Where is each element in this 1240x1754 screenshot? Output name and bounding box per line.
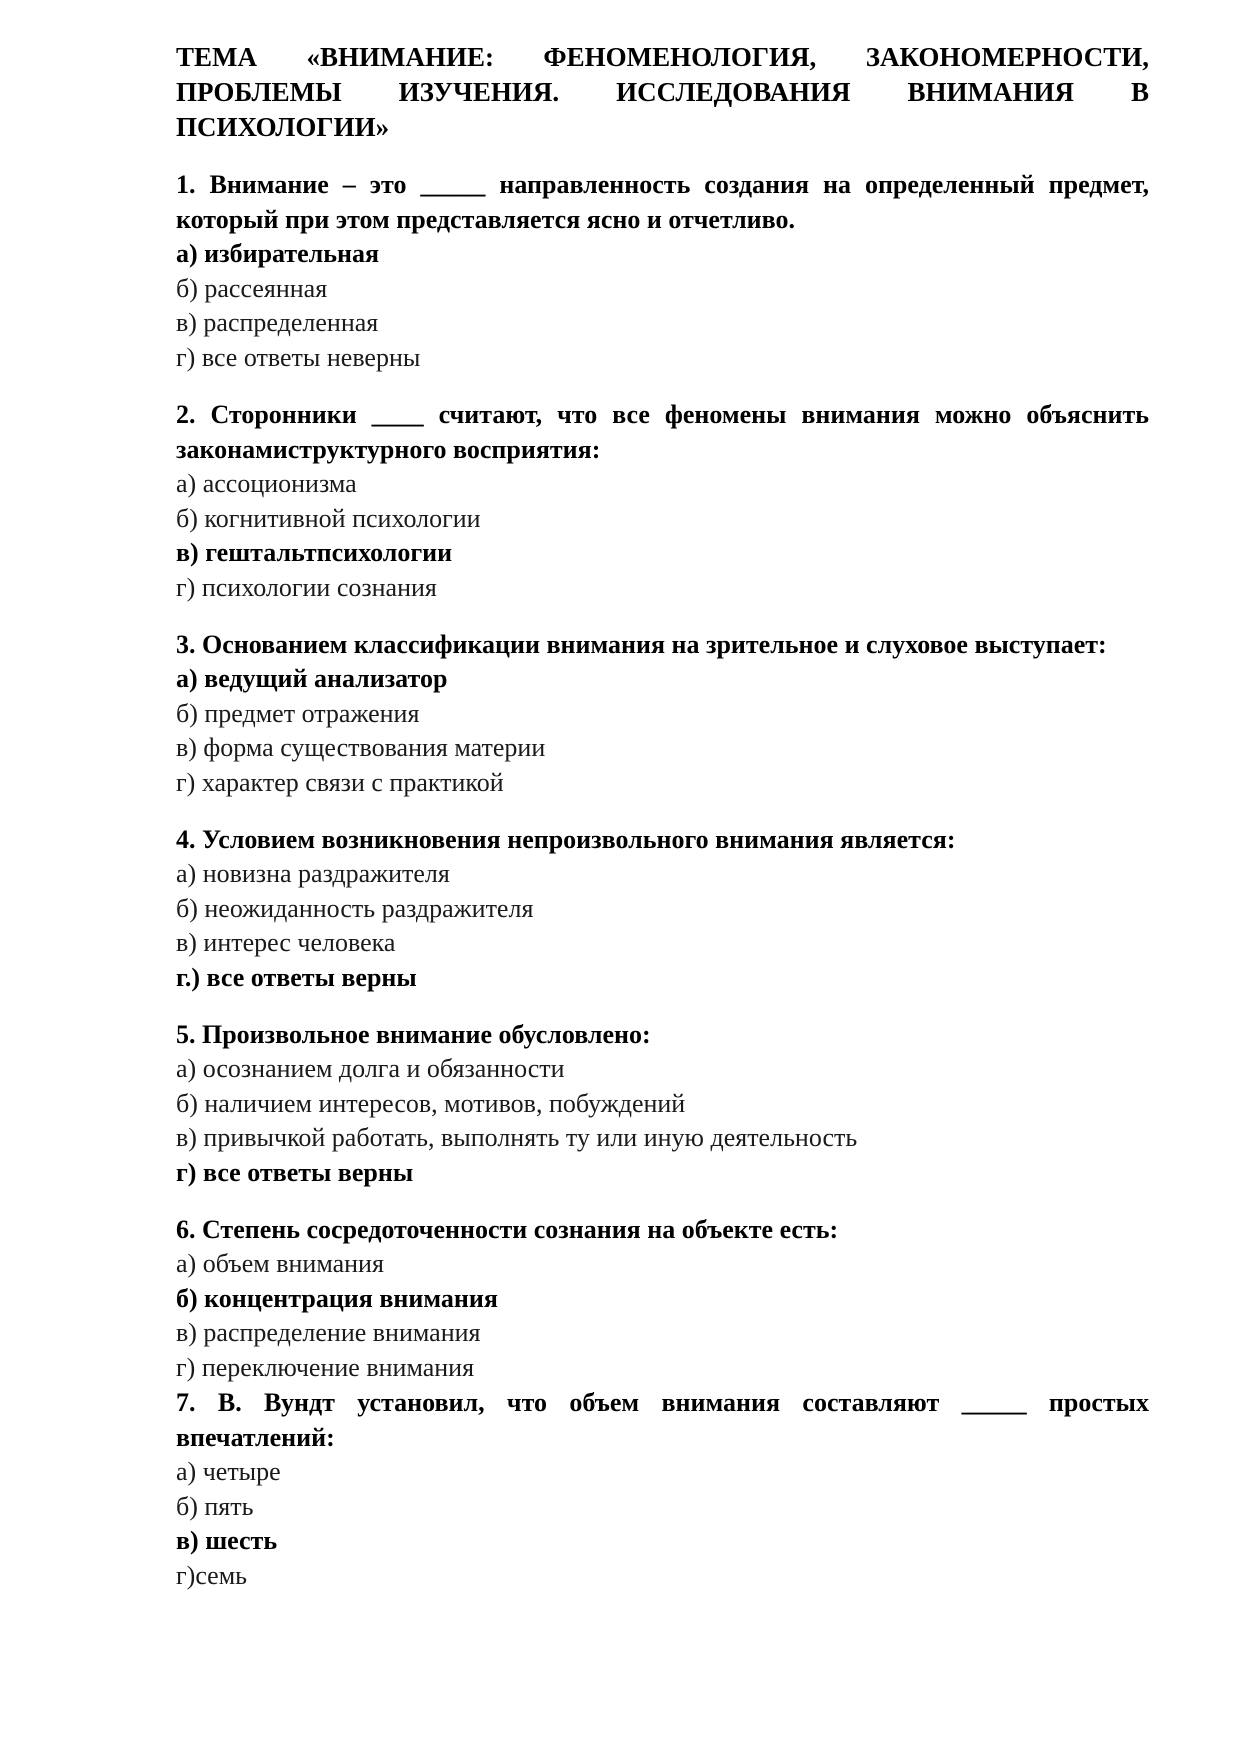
answer-option-correct: г) все ответы верны <box>176 1157 414 1187</box>
answer-option: а) новизна раздражителя <box>176 859 450 888</box>
answer-option: в) привычкой работать, выполнять ту или иную деятельность <box>176 1123 858 1152</box>
answer-option: в) форма существования материи <box>176 733 546 762</box>
answer-option: в) интерес человека <box>176 928 396 957</box>
answer-option-correct: а) ведущий анализатор <box>176 664 448 693</box>
answer-option: г) характер связи с практикой <box>176 767 504 797</box>
question-text: 6. Степень сосредоточенности сознания на объекте есть: <box>176 1215 839 1244</box>
question-text: 2. Сторонники ____ считают, что все феномены внимания можно объяснить законамиструктурного восприятия: <box>176 400 1149 464</box>
question-text: 1. Внимание – это _____ направленность создания на определенный предмет, который при этом представляется ясно и отчетливо. <box>176 170 1149 234</box>
question-3 <box>176 627 1149 800</box>
answer-option: г) психологии сознания <box>176 572 437 602</box>
question-text: 3. Основанием классификации внимания на зрительное и слуховое выступает: <box>176 630 1107 659</box>
question-4 <box>176 822 1149 995</box>
answer-option: б) неожиданность раздражителя <box>176 893 534 923</box>
answer-option: а) осознанием долга и обязанности <box>176 1054 565 1083</box>
answer-option: б) когнитивной психологии <box>176 503 481 533</box>
document-content <box>176 40 1149 1593</box>
answer-option-correct: б) концентрация внимания <box>176 1283 498 1313</box>
question-7 <box>176 1385 1149 1593</box>
answer-option: г) переключение внимания <box>176 1352 475 1382</box>
answer-option: г) все ответы неверны <box>176 342 421 372</box>
answer-option: а) четыре <box>176 1457 281 1486</box>
answer-option: а) ассоционизма <box>176 469 357 498</box>
answer-option: б) наличием интересов, мотивов, побуждений <box>176 1088 686 1118</box>
question-1 <box>176 167 1149 375</box>
answer-option: в) распределенная <box>176 308 379 337</box>
question-text: 4. Условием возникновения непроизвольного внимания является: <box>176 825 956 854</box>
answer-option: б) пять <box>176 1491 254 1521</box>
question-list <box>176 167 1149 1593</box>
question-2 <box>176 397 1149 605</box>
answer-option: б) рассеянная <box>176 273 328 303</box>
answer-option: а) объем внимания <box>176 1249 384 1278</box>
question-text: 7. В. Вундт установил, что объем внимания составляют _____ простых впечатлений: <box>176 1388 1149 1452</box>
answer-option-correct: а) избирательная <box>176 239 380 268</box>
question-6 <box>176 1212 1149 1385</box>
answer-option-correct: в) гештальтпсихологии <box>176 538 453 567</box>
answer-option: б) предмет отражения <box>176 698 420 728</box>
answer-option-correct: г.) все ответы верны <box>176 962 417 992</box>
answer-option-correct: в) шесть <box>176 1526 278 1555</box>
answer-option: в) распределение внимания <box>176 1318 481 1347</box>
page-title: ТЕМА «ВНИМАНИЕ: ФЕНОМЕНОЛОГИЯ, ЗАКОНОМЕРНОСТИ, ПРОБЛЕМЫ ИЗУЧЕНИЯ. ИССЛЕДОВАНИЯ ВНИМАНИЯ В ПСИХОЛОГИИ» <box>176 42 1149 142</box>
answer-option: г)семь <box>176 1560 248 1590</box>
question-text: 5. Произвольное внимание обусловлено: <box>176 1020 651 1049</box>
question-5 <box>176 1017 1149 1190</box>
